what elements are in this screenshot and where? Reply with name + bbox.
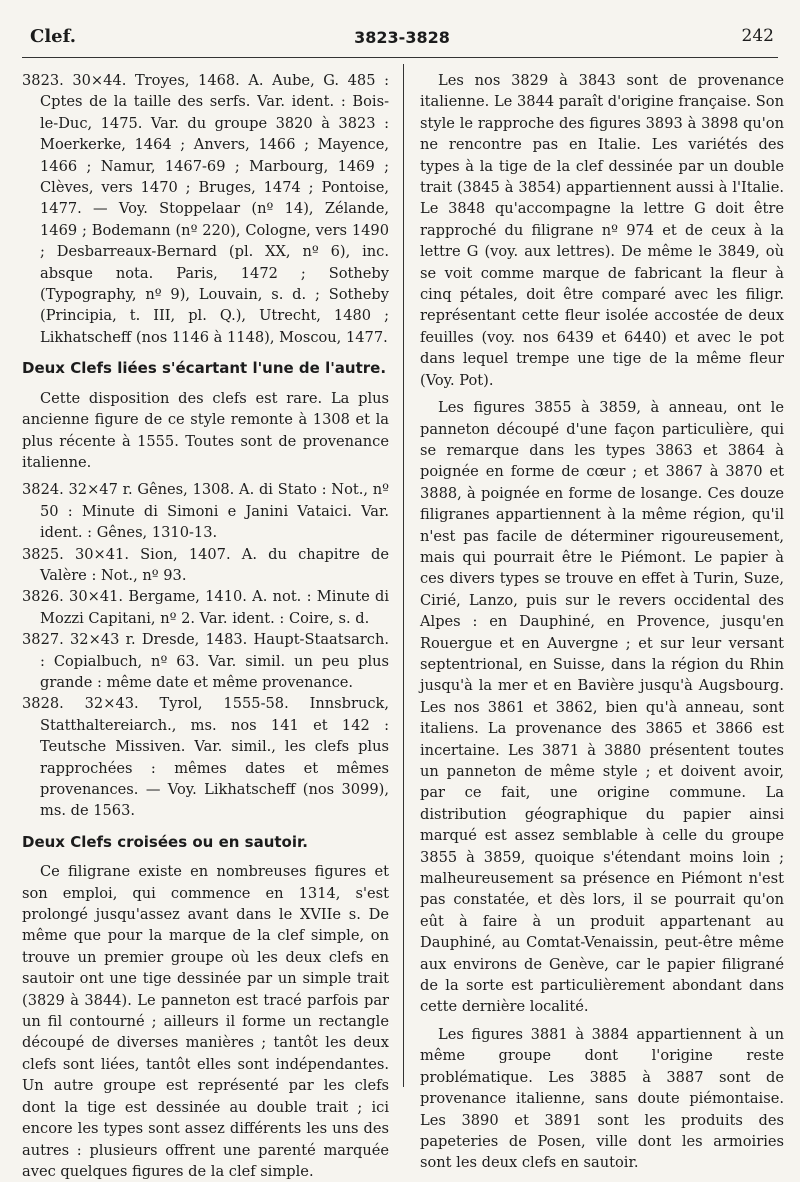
entry-3827: 3827. 32×43 r. Dresde, 1483. Haupt-Staatsarch. : Copialbuch, nº 63. Var. simil. un peu plus grande : même date et même provenance. xyxy=(22,631,389,691)
entry-3823: 3823. 30×44. Troyes, 1468. A. Aube, G. 485 : Cptes de la taille des serfs. Var. ident. : Bois-le-Duc, 1475. Var. du groupe 3820 à 3823 : Moerkerke, 1464 ; Anvers, 1466 ; Mayence, 1466 ; Namur, 1467-69 ; Marbourg, 1469 ; Clèves, vers 1470 ; Bruges, 1474 ; Pontoise, 1477. — Voy. Stoppelaar (nº 14), Zélande, 1469 ; Bodemann (nº 220), Cologne, vers 1490 ; Desbarreaux-Bernard (pl. XX, nº 6), inc. absque nota. Paris, 1472 ; Sotheby (Typography, nº 9), Louvain, s. d. ; Sotheby (Principia, t. III, pl. Q.), Utrecht, 1480 ; Likhatscheff (nos 1146 à 1148), Moscou, 1477. xyxy=(22,72,389,346)
paragraph-posen: Les figures 3881 à 3884 appartiennent à un même groupe dont l'origine reste problématique. Les 3885 à 3887 sont de provenance italienne, sans doute piémontaise. Les 3890 et 3891 sont les produits des papeteries de Posen, ville dont les armoiries sont les deux clefs en sautoir. xyxy=(420,1025,784,1172)
paragraph-liees: Cette disposition des clefs est rare. La plus ancienne figure de ce style remonte à 1308 et la plus récente à 1555. Toutes sont de provenance italienne. xyxy=(22,389,389,471)
section-heading-sautoir: Deux Clefs croisées ou en sautoir. xyxy=(22,832,308,851)
paragraph-provenance: Les nos 3829 à 3843 sont de provenance italienne. Le 3844 paraît d'origine française. Son style le rapproche des figures 3893 à 3898 qu'on ne rencontre pas en Italie. Les variétés des types à la tige de la clef dessinée par un double trait (3845 à 3854) appartiennent aussi à l'Italie. Le 3848 qu'accompagne la lettre G doit être rapproché du filigrane nº 974 et de ceux à la lettre G (voy. aux lettres). De même le 3849, où se voit comme marque de fabricant la fleur à cinq pétales, doit être comparé avec les filigr. représentant cette fleur isolée accostée de deux feuilles (voy. nos 6439 et 6440) et avec le pot dans lequel trempe une tige de la même fleur (Voy. Pot). xyxy=(420,72,784,389)
column-divider xyxy=(403,64,404,1087)
entry-range: 3823-3828 xyxy=(354,28,450,47)
entry-3825: 3825. 30×41. Sion, 1407. A. du chapitre de Valère : Not., nº 93. xyxy=(22,545,389,584)
entry-3828: 3828. 32×43. Tyrol, 1555-58. Innsbruck, Statthaltereiarch., ms. nos 141 et 142 : Teutsche Missiven. Var. simil., les clefs plus rapprochées : mêmes dates et mêmes provenances. — Voy. Likhatscheff (nos 3099), ms. de 1563. xyxy=(22,695,389,820)
entry-3826: 3826. 30×41. Bergame, 1410. A. not. : Minute di Mozzi Capitani, nº 2. Var. ident. : Coire, s. d. xyxy=(22,588,389,627)
left-column xyxy=(22,70,389,1182)
paragraph-anneau: Les figures 3855 à 3859, à anneau, ont le panneton découpé d'une façon particulière, qui se remarque dans les types 3863 et 3864 à poignée en forme de cœur ; et 3867 à 3870 et 3888, à poignée en forme de losange. Ces douze filigranes appartiennent à la même région, qu'il n'est pas facile de déterminer rigoureusement, mais qui pourrait être le Piémont. Le papier à ces divers types se trouve en effet à Turin, Suze, Cirié, Lanzo, puis sur le revers occidental des Alpes : en Dauphiné, en Provence, jusqu'en Rouergue et en Auvergne ; et sur leur versant septentrional, en Suisse, dans la région du Rhin jusqu'à la mer et en Bavière jusqu'à Augsbourg. Les nos 3861 et 3862, bien qu'à anneau, sont italiens. La provenance des 3865 et 3866 est incertaine. Les 3871 à 3880 présentent toutes un panneton de même style ; et doivent avoir, par ce fait, une origine commune. La distribution géographique du papier ainsi marqué est assez semblable à celle du groupe 3855 à 3859, quoique s'étendant moins loin ; malheureusement sa présence en Piémont n'est pas constatée, et dès lors, il se pourrait qu'on eût à faire à un produit appartenant au Dauphiné, au Comtat-Venaissin, peut-être même aux environs de Genève, car le papier filigrané de la sorte est particulièrement abondant dans cette dernière localité. xyxy=(420,399,784,1016)
page-header xyxy=(30,22,774,52)
running-title: Clef. xyxy=(30,26,76,47)
section-heading-liees: Deux Clefs liées s'écartant l'une de l'autre. xyxy=(22,359,387,378)
entry-3824: 3824. 32×47 r. Gênes, 1308. A. di Stato : Not., nº 50 : Minute di Simoni e Janini Vataici. Var. ident. : Gênes, 1310-13. xyxy=(22,481,389,542)
page-number: 242 xyxy=(741,26,774,46)
paragraph-sautoir: Ce filigrane existe en nombreuses figures et son emploi, qui commence en 1314, s'est prolongé jusqu'assez avant dans le XVIIe s. De même que pour la marque de la clef simple, on trouve un premier groupe où les deux clefs en sautoir ont une tige dessinée par un simple trait (3829 à 3844). Le panneton est tracé parfois par un fil contourné ; ailleurs il forme un rectangle découpé de diverses manières ; tantôt les deux clefs sont liées, tantôt elles sont indépendantes. Un autre groupe est représenté par les clefs dont la tige est dessinée au double trait ; ici encore les types sont assez différents les uns des autres : plusieurs offrent une parenté marquée avec quelques figures de la clef simple. xyxy=(22,863,389,1180)
right-column xyxy=(420,70,784,1174)
header-rule xyxy=(22,57,778,58)
